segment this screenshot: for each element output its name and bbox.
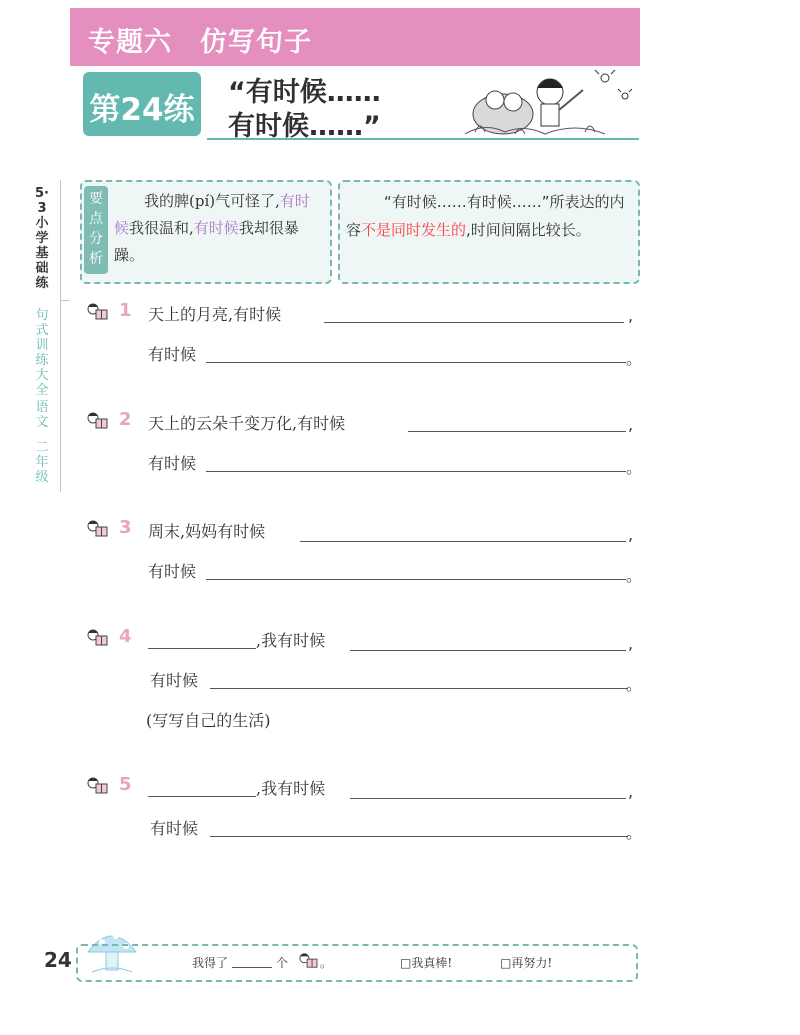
exercise-line2-label: 有时候 — [148, 345, 197, 364]
topic-title: 专题六 仿写句子 — [88, 27, 312, 58]
subject-name: 语文 — [35, 400, 49, 430]
key-point-example: 我的脾(pí)气可怪了,有时候我很温和,有时候我却很暴躁。 — [114, 192, 310, 264]
reading-kid-icon — [84, 301, 110, 321]
lesson-title-line2: 有时候……” — [228, 111, 381, 142]
grade-name: 二年级 — [35, 440, 49, 485]
series-name: 5·3小学基础练 — [35, 186, 49, 291]
period: 。 — [626, 349, 643, 368]
answer-blank[interactable] — [148, 648, 256, 649]
answer-blank[interactable] — [206, 362, 626, 363]
kids-with-bugs-illustration — [455, 62, 640, 140]
reading-kid-icon — [84, 410, 110, 430]
exercise-prompt: 天上的云朵千变万化,有时候 — [148, 414, 346, 433]
exercise-line2-label: 有时候 — [148, 454, 197, 473]
score-label: 我得了 — [192, 956, 229, 970]
exercise-hint: (写写自己的生活) — [146, 711, 271, 730]
key-point-tag-text: 要点分析 — [89, 191, 103, 267]
period: 。 — [626, 823, 643, 842]
reading-kid-icon — [84, 518, 110, 538]
answer-blank[interactable] — [148, 796, 256, 797]
answer-blank[interactable] — [210, 836, 628, 837]
score-unit: 个 — [276, 956, 289, 970]
exercise-line2-label: 有时候 — [148, 562, 197, 581]
try-harder-checkbox[interactable]: □再努力! — [500, 956, 553, 970]
lesson-title-line1: “有时候…… — [228, 77, 381, 108]
book-name: 句式训练大全 — [35, 308, 49, 398]
answer-blank[interactable] — [324, 322, 624, 323]
answer-blank[interactable] — [408, 431, 626, 432]
exercise-number: 4 — [119, 626, 132, 647]
comma: , — [628, 634, 634, 653]
great-checkbox[interactable]: □我真棒! — [400, 956, 453, 970]
exercise-prompt: ,我有时候 — [256, 631, 326, 650]
exercise-number: 5 — [119, 774, 132, 795]
exercise-number: 2 — [119, 409, 132, 430]
exercise-prompt: 天上的月亮,有时候 — [148, 305, 282, 324]
spine-tick — [60, 300, 70, 301]
answer-blank[interactable] — [210, 688, 628, 689]
reading-kid-icon — [84, 627, 110, 647]
self-assessment-box — [76, 944, 638, 982]
exercise-number: 3 — [119, 517, 132, 538]
exercise-line2-label: 有时候 — [150, 671, 199, 690]
score-end: 。 — [320, 956, 333, 970]
reading-kid-icon — [296, 951, 320, 969]
answer-blank[interactable] — [206, 579, 626, 580]
answer-blank[interactable] — [350, 798, 626, 799]
spine-divider — [60, 180, 61, 492]
practice-number: 第24练 — [89, 92, 195, 128]
exercise-prompt: ,我有时候 — [256, 779, 326, 798]
page-number: 24 — [44, 948, 72, 972]
period: 。 — [626, 458, 643, 477]
score-blank[interactable] — [232, 967, 272, 968]
exercise-prompt: 周末,妈妈有时候 — [148, 522, 266, 541]
answer-blank[interactable] — [206, 471, 626, 472]
exercise-line2-label: 有时候 — [150, 819, 199, 838]
comma: , — [628, 306, 634, 325]
answer-blank[interactable] — [300, 541, 626, 542]
period: 。 — [626, 566, 643, 585]
exercise-number: 1 — [119, 300, 132, 321]
period: 。 — [626, 675, 643, 694]
answer-blank[interactable] — [350, 650, 626, 651]
comma: , — [628, 415, 634, 434]
explanation-text: “有时候……有时候……”所表达的内容不是同时发生的,时间间隔比较长。 — [346, 193, 625, 239]
comma: , — [628, 782, 634, 801]
comma: , — [628, 525, 634, 544]
reading-kid-icon — [84, 775, 110, 795]
